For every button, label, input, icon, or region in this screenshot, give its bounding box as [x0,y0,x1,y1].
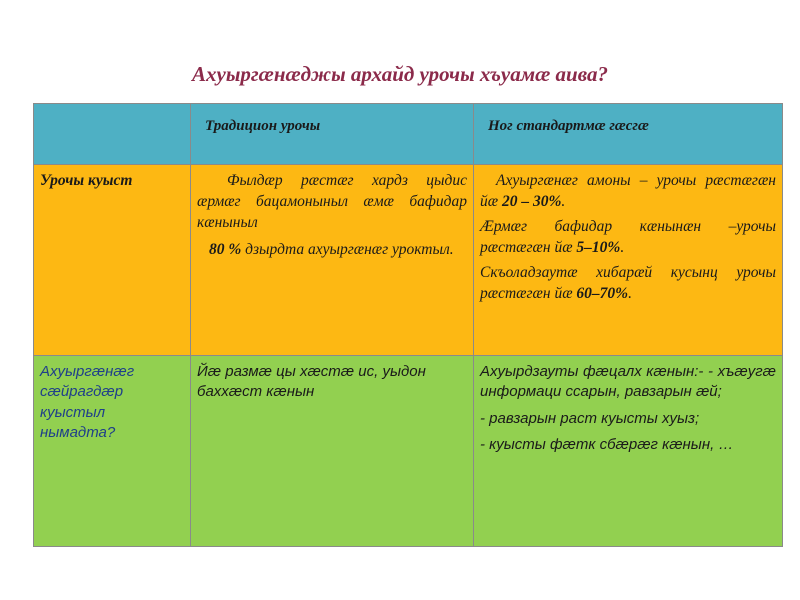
new-teacher-item-2: - равзарын раст куысты хуыз; [480,409,700,427]
header-cell-empty [34,104,191,165]
new-teacher-item-3: - куысты фæтк сбæрæг кæнын, … [480,435,734,453]
row-label-teacher-main-work: Ахуыргæнæг сæйрагдæр куыстыл нымадта? [34,356,191,547]
traditional-lesson-cell [191,165,474,356]
new-consolidation: Æрмæг бафидар кæнынæн –урочы рæстæгæн йæ 5–10%. [480,217,776,256]
new-standard-lesson-cell [474,165,783,356]
row-label-lesson-work: Урочы куыст [34,165,191,356]
new-teacher-explains: Ахуыргæнæг амоны – урочы рæстæгæн йæ 20 – 30%. [480,172,776,210]
traditional-teacher-cell: Йæ размæ цы хæстæ ис, уыдон баххæст кæнын [191,356,474,547]
new-teacher-item-1: Ахуырдзауты фæцалх кæнын:- - хъæугæ информаци ссарын, равзарын æй; [480,363,776,401]
traditional-lesson-percent-text [197,240,467,261]
new-standard-teacher-cell [474,356,783,547]
header-traditional: Традицион урочы [191,104,474,165]
comparison-table [33,103,783,547]
percent-rest: дзырдта ахуыргæнæг уроктыл. [241,240,454,258]
table-row [34,165,783,356]
slide-title: Ахуыргæнæджы архайд урочы хъуамæ аива? [192,62,608,86]
percent-value: 80 % [209,240,242,258]
table-header-row [34,104,783,165]
header-new-standard: Ног стандартмæ гæсгæ [474,104,783,165]
table-row [34,356,783,547]
traditional-lesson-text: Фылдæр рæстæг хардз цыдис æрмæг бацамоныныл æмæ бафидар кæныныл [197,172,467,231]
new-independent-work: Скъоладзаутæ хибарæй кусынц урочы рæстæгæн йæ 60–70%. [480,263,776,302]
